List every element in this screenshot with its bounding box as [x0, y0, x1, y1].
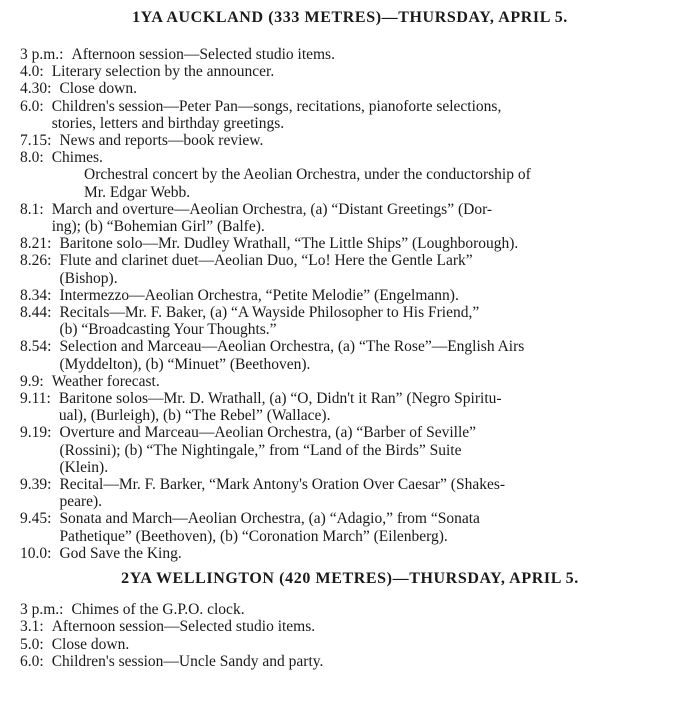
programme-entry [20, 98, 692, 132]
entry-time: 4.0: [20, 63, 44, 81]
entry-description: Baritone solo—Mr. Dudley Wrathall, “The Little Ships” (Loughborough). [59, 235, 519, 253]
programme-entry [20, 166, 692, 200]
entry-time: 3 p.m.: [20, 601, 64, 619]
programme-entry [20, 601, 692, 618]
programme-entry [20, 149, 692, 166]
station-heading: 2YA WELLINGTON (420 METRES)—THURSDAY, APRIL 5. [121, 570, 579, 588]
entry-time: 8.26: [20, 252, 52, 270]
entry-description: Chimes. [51, 149, 103, 167]
entry-time: 9.39: [20, 476, 52, 494]
entry-time: 9.19: [20, 424, 52, 442]
entry-time: 9.9: [20, 372, 44, 390]
entry-description: Overture and Marceau—Aeolian Orchestra, (a) “Barber of Seville” (Rossini); (b) “The Nightingale,” from “Land of the Birds” Suite (Klein). [59, 424, 477, 476]
entry-description: Sonata and March—Aeolian Orchestra, (a) “Adagio,” from “Sonata Pathetique” (Beethoven), (b) “Coronation March” (Eilenberg). [59, 510, 480, 545]
entry-time: 3.1: [20, 618, 44, 636]
entry-description: Recitals—Mr. F. Baker, (a) “A Wayside Philosopher to His Friend,” (b) “Broadcasting Your Thoughts.” [59, 304, 480, 339]
programme-entry [20, 252, 692, 286]
programme-entry [20, 373, 692, 390]
entry-time: 10.0: [20, 544, 52, 562]
entry-description: Close down. [51, 635, 130, 653]
station-heading: 1YA AUCKLAND (333 METRES)—THURSDAY, APRIL 5. [132, 9, 568, 26]
entry-time: 4.30: [20, 80, 52, 98]
entry-time: 9.45: [20, 510, 52, 528]
entry-time: 8.0: [20, 149, 44, 167]
programme-list [0, 46, 700, 562]
entry-description: Intermezzo—Aeolian Orchestra, “Petite Melodie” (Engelmann). [59, 286, 459, 304]
entry-description: Afternoon session—Selected studio items. [71, 46, 335, 63]
entry-description: Weather forecast. [51, 372, 160, 390]
entry-time: 3 p.m.: [20, 46, 64, 63]
programme-entry [20, 63, 692, 80]
programme-entry [20, 636, 692, 653]
programme-entry [20, 287, 692, 304]
entry-time: 8.21: [20, 235, 52, 253]
entry-description: News and reports—book review. [59, 132, 264, 150]
entry-description: Flute and clarinet duet—Aeolian Duo, “Lo! Here the Gentle Lark” (Bishop). [59, 252, 473, 287]
programme-entry [20, 235, 692, 252]
entry-description: Orchestral concert by the Aeolian Orchestra, under the conductorship of Mr. Edgar Webb. [84, 166, 531, 201]
entry-time: 7.15: [20, 132, 52, 150]
programme-entry [20, 424, 692, 476]
entry-description: Baritone solos—Mr. D. Wrathall, (a) “O, Didn't it Ran” (Negro Spiritu- ual), (Burleigh), (b) “The Rebel” (Wallace). [58, 390, 502, 425]
programme-entry [20, 390, 692, 424]
entry-time: 8.1: [20, 200, 44, 218]
entry-description: Literary selection by the announcer. [51, 63, 275, 81]
programme-entry [20, 653, 692, 670]
programme-entry [20, 545, 692, 562]
entry-time: 8.44: [20, 304, 52, 322]
entry-time: 8.34: [20, 286, 52, 304]
programme-entry [20, 476, 692, 510]
entry-description: Afternoon session—Selected studio items. [51, 618, 316, 636]
entry-time: 5.0: [20, 635, 44, 653]
entry-description: Children's session—Peter Pan—songs, recitations, pianoforte selections, stories, letters and birthday greetings. [51, 97, 502, 132]
programme-entry [20, 80, 692, 97]
entry-description: Recital—Mr. F. Barker, “Mark Antony's Oration Over Caesar” (Shakes- peare). [59, 476, 506, 511]
entry-description: March and overture—Aeolian Orchestra, (a) “Distant Greetings” (Dor- ing); (b) “Bohemian Girl” (Balfe). [51, 200, 493, 236]
entry-description: Selection and Marceau—Aeolian Orchestra, (a) “The Rose”—English Airs (Myddelton), (b) “Minuet” (Beethoven). [59, 338, 525, 373]
entry-description: Close down. [59, 80, 137, 98]
entry-description: Chimes of the G.P.O. clock. [71, 601, 245, 619]
programme-list [0, 601, 700, 670]
programme-entry [20, 201, 692, 235]
programme-entry [20, 618, 692, 635]
programme-entry [20, 510, 692, 544]
entry-description: Children's session—Uncle Sandy and party. [51, 652, 324, 670]
entry-time: 8.54: [20, 338, 52, 356]
entry-time: 9.11: [20, 390, 51, 408]
entry-time: 6.0: [20, 97, 44, 115]
programme-entry [20, 304, 692, 338]
programme-entry [20, 132, 692, 149]
entry-time: 6.0: [20, 652, 44, 670]
programme-entry [20, 46, 692, 63]
entry-description: God Save the King. [59, 544, 182, 562]
programme-entry [20, 338, 692, 372]
